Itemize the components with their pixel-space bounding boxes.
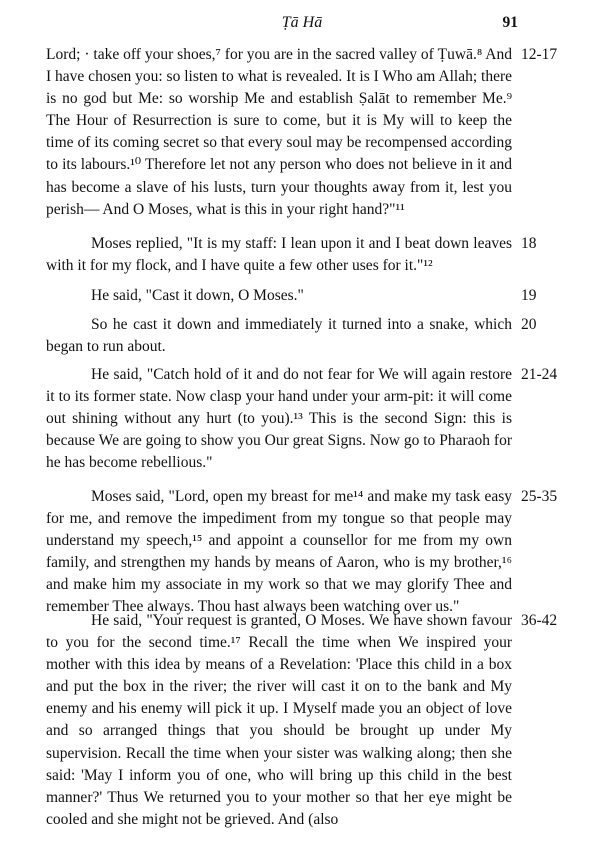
paragraph-verses-25-35: Moses said, "Lord, open my breast for me¹⁴ and make my task easy for me, and remove the impediment from my tongue so that people may understand my speech,¹⁵ and appoint a counsellor for me from my own family, and strengthen my hands by means of Aaron, who is my brother,¹⁶ and make him my associate in my work so that we may glorify Thee and remember Thee always. Thou hast always been watching over us." (46, 488, 512, 616)
verse-number: 18 (521, 235, 537, 252)
paragraph-verses-21-24: He said, "Catch hold of it and do not fear for We will again restore it to its former state. Now clasp your hand under your arm-pit: it will come out shining without any hurt (to you).¹³ This is the second Sign: this is because We are going to show you Our great Signs. Now go to Pharaoh for he has become rebellious." (46, 366, 512, 472)
page-number: 91 (502, 14, 518, 31)
paragraph-verses-36-42: He said, "Your request is granted, O Moses. We have shown favour to you for the second time.¹⁷ Recall the time when We inspired your mother with this idea by means of a Revelation: 'Place this child in a box and put the box in the river; the river will cast it on to the bank and My enemy and his enemy will pick it up. I Myself made you an object of love and so arranged things that you should be brought up under My supervision. Recall the time when your sister was walking along; then she said: 'May I inform you of one, who will bring up this child in the best manner?' Thus We returned you to your mother so that her eye might be cooled and she might not be grieved. And (also (46, 612, 512, 828)
verse-number: 20 (521, 316, 537, 333)
verse-number: 25-35 (521, 488, 558, 505)
page-header (46, 14, 558, 38)
verse-number: 12-17 (521, 46, 558, 63)
verse-number: 36-42 (521, 612, 558, 629)
paragraph-verse-19: He said, "Cast it down, O Moses." (91, 287, 304, 304)
paragraph-verse-20: So he cast it down and immediately it turned into a snake, which began to run about. (46, 316, 512, 356)
paragraph-verse-18: Moses replied, "It is my staff: I lean upon it and I beat down leaves with it for my flock, and I have quite a few other uses for it."¹² (46, 235, 512, 275)
paragraph-verses-12-17: Lord; · take off your shoes,⁷ for you are in the sacred valley of Ṭuwā.⁸ And I have chosen you: so listen to what is revealed. It is I Who am Allah; there is no god but Me: so worship Me and establish Ṣalāt to remember Me.⁹ The Hour of Resurrection is sure to come, but it is My will to keep the time of its coming secret so that every soul may be recompensed according to its labours.¹⁰ Therefore let not any person who does not believe in it and has become a slave of his lusts, turn your thoughts away from it, lest you perish— And O Moses, what is this in your right hand?"¹¹ (46, 46, 512, 218)
verse-number: 21-24 (521, 366, 558, 383)
running-title: Ṭā Hā (281, 14, 323, 31)
verse-number: 19 (521, 287, 537, 304)
